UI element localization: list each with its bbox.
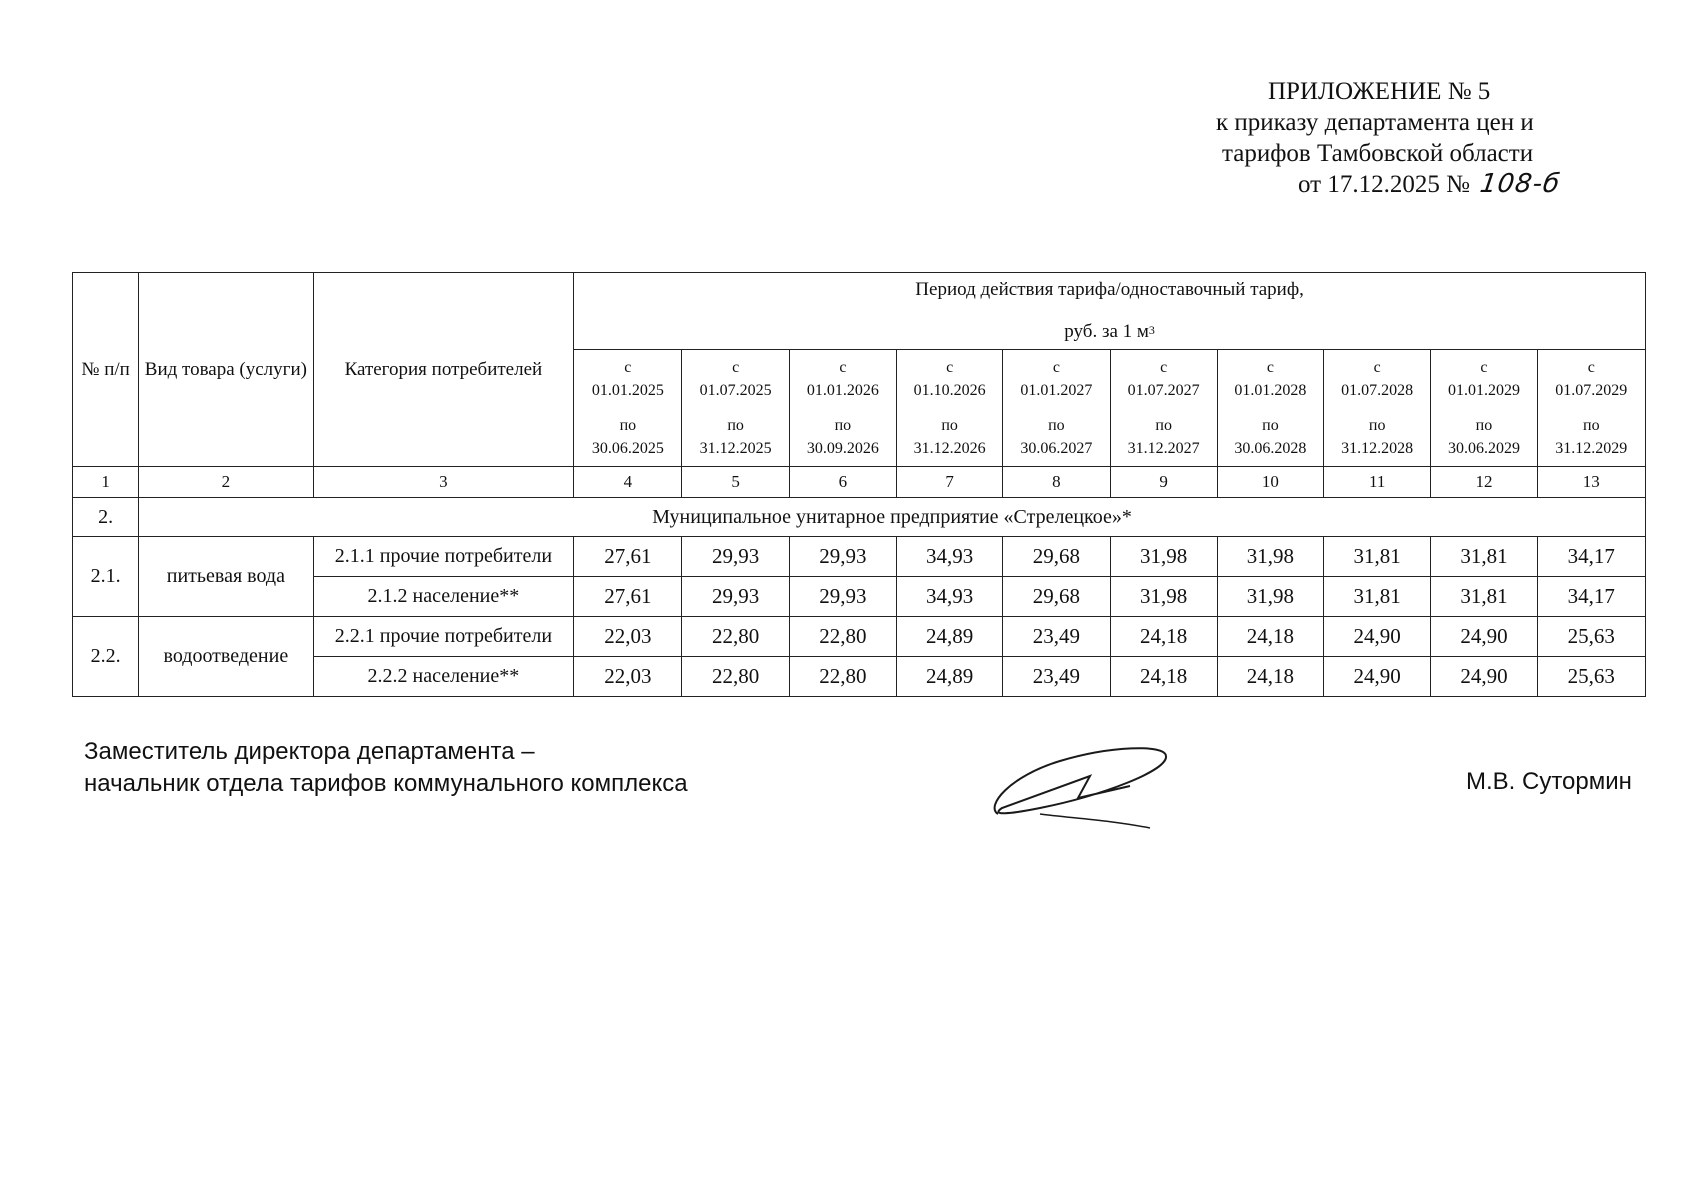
tariff-value: 31,98 — [1110, 577, 1217, 617]
table-row — [73, 537, 1646, 577]
tariff-value: 24,90 — [1324, 617, 1431, 657]
signatory-position — [84, 736, 688, 800]
appendix-title: ПРИЛОЖЕНИЕ № 5 — [1268, 78, 1491, 105]
tariff-value: 22,03 — [574, 617, 682, 657]
tariff-value: 23,49 — [1003, 657, 1110, 697]
tariff-value: 34,17 — [1537, 577, 1645, 617]
tariff-value: 22,03 — [574, 657, 682, 697]
column-number: 6 — [789, 467, 896, 498]
group-no: 2.1. — [73, 537, 139, 617]
tariff-value: 24,89 — [897, 617, 1003, 657]
appendix-subtitle-line2: тарифов Тамбовской области — [1222, 140, 1534, 167]
org-no: 2. — [73, 498, 139, 537]
header-row-1 — [73, 273, 1646, 350]
tariff-value: 22,80 — [789, 617, 896, 657]
column-number: 3 — [313, 467, 574, 498]
position-line2: начальник отдела тарифов коммунального комплекса — [84, 770, 688, 797]
period-col-header: с 01.10.2026 по 31.12.2026 — [897, 350, 1003, 467]
consumer-category: 2.1.2 население** — [313, 577, 574, 617]
tariff-value: 34,93 — [897, 577, 1003, 617]
service-name: водоотведение — [139, 617, 313, 697]
tariff-value: 24,90 — [1431, 617, 1537, 657]
order-number-handwritten: 108-б — [1477, 169, 1563, 199]
column-number: 11 — [1324, 467, 1431, 498]
tariff-value: 29,93 — [789, 577, 896, 617]
consumer-category: 2.1.1 прочие потребители — [313, 537, 574, 577]
col-header-no: № п/п — [73, 273, 139, 467]
tariff-value: 31,81 — [1324, 537, 1431, 577]
tariff-value: 24,18 — [1110, 617, 1217, 657]
tariff-value: 34,93 — [897, 537, 1003, 577]
column-number: 2 — [139, 467, 313, 498]
period-col-header: с 01.07.2029 по 31.12.2029 — [1537, 350, 1645, 467]
tariff-value: 22,80 — [682, 617, 789, 657]
column-number: 13 — [1537, 467, 1645, 498]
organization-row — [73, 498, 1646, 537]
column-number: 9 — [1110, 467, 1217, 498]
column-number: 12 — [1431, 467, 1537, 498]
col-header-category: Категория потребителей — [313, 273, 574, 467]
tariff-value: 24,18 — [1217, 657, 1323, 697]
tariff-value: 29,68 — [1003, 577, 1110, 617]
period-col-header: с 01.01.2029 по 30.06.2029 — [1431, 350, 1537, 467]
service-name: питьевая вода — [139, 537, 313, 617]
tariff-value: 31,98 — [1110, 537, 1217, 577]
tariff-value: 31,81 — [1431, 537, 1537, 577]
tariff-value: 22,80 — [682, 657, 789, 697]
tariff-value: 27,61 — [574, 577, 682, 617]
tariff-value: 24,18 — [1110, 657, 1217, 697]
column-number: 8 — [1003, 467, 1110, 498]
period-col-header: с 01.01.2026 по 30.09.2026 — [789, 350, 896, 467]
column-number: 1 — [73, 467, 139, 498]
period-title: Период действия тарифа/одноставочный тариф, — [915, 279, 1304, 300]
column-number-row — [73, 467, 1646, 498]
tariff-value: 24,89 — [897, 657, 1003, 697]
column-number: 4 — [574, 467, 682, 498]
tariff-value: 24,90 — [1431, 657, 1537, 697]
period-col-header: с 01.07.2027 по 31.12.2027 — [1110, 350, 1217, 467]
org-name: Муниципальное унитарное предприятие «Стрелецкое»* — [139, 498, 1646, 537]
period-unit: руб. за 1 $м^3$ — [1064, 321, 1155, 342]
tariff-value: 29,68 — [1003, 537, 1110, 577]
tariff-value: 24,90 — [1324, 657, 1431, 697]
tariff-value: 25,63 — [1537, 657, 1645, 697]
appendix-header — [1180, 76, 1610, 200]
tariff-value: 24,18 — [1217, 617, 1323, 657]
col-header-product: Вид товара (услуги) — [139, 273, 313, 467]
consumer-category: 2.2.1 прочие потребители — [313, 617, 574, 657]
tariff-value: 29,93 — [682, 577, 789, 617]
order-date: от 17.12.2025 № — [1298, 171, 1470, 198]
table-row — [73, 617, 1646, 657]
col-header-period — [574, 273, 1646, 350]
appendix-subtitle-line1: к приказу департамента цен и — [1216, 109, 1534, 136]
tariff-table — [72, 272, 1646, 697]
column-number: 7 — [897, 467, 1003, 498]
period-col-header: с 01.07.2028 по 31.12.2028 — [1324, 350, 1431, 467]
group-no: 2.2. — [73, 617, 139, 697]
tariff-value: 31,98 — [1217, 537, 1323, 577]
tariff-value: 23,49 — [1003, 617, 1110, 657]
handwritten-signature — [980, 736, 1180, 836]
tariff-value: 29,93 — [789, 537, 896, 577]
column-number: 5 — [682, 467, 789, 498]
period-col-header: с 01.07.2025 по 31.12.2025 — [682, 350, 789, 467]
column-number: 10 — [1217, 467, 1323, 498]
tariff-value: 31,81 — [1324, 577, 1431, 617]
order-date-line — [1180, 169, 1610, 200]
tariff-value: 22,80 — [789, 657, 896, 697]
period-col-header: с 01.01.2027 по 30.06.2027 — [1003, 350, 1110, 467]
tariff-value: 31,81 — [1431, 577, 1537, 617]
tariff-value: 25,63 — [1537, 617, 1645, 657]
period-col-header: с 01.01.2025 по 30.06.2025 — [574, 350, 682, 467]
position-line1: Заместитель директора департамента – — [84, 738, 535, 765]
tariff-value: 34,17 — [1537, 537, 1645, 577]
tariff-value: 29,93 — [682, 537, 789, 577]
tariff-value: 31,98 — [1217, 577, 1323, 617]
signatory-name: М.В. Сутормин — [1466, 768, 1632, 795]
period-col-header: с 01.01.2028 по 30.06.2028 — [1217, 350, 1323, 467]
tariff-value: 27,61 — [574, 537, 682, 577]
consumer-category: 2.2.2 население** — [313, 657, 574, 697]
